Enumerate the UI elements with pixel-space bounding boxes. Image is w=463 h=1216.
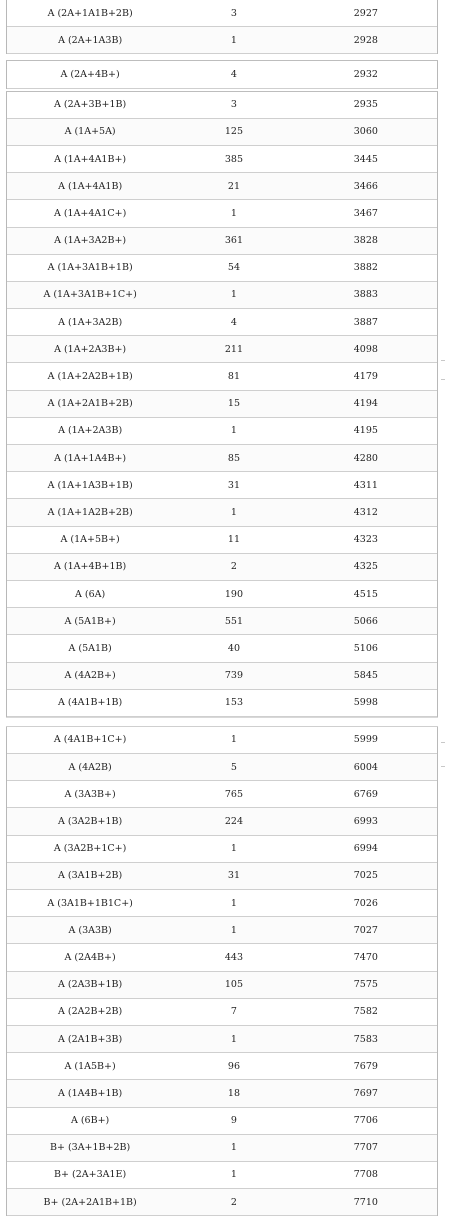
- pattern-cell: A (1A+3A2B+): [54, 235, 127, 247]
- cumulative-cell: 7679: [353, 1060, 378, 1072]
- edge-mark: [441, 360, 445, 361]
- table-section-b: [6, 61, 438, 88]
- pattern-cell: A (3A1B+1B1C+): [47, 897, 133, 909]
- count-cell: 18: [227, 1087, 240, 1099]
- count-cell: 54: [227, 262, 240, 274]
- count-cell: 443: [224, 951, 244, 963]
- count-cell: 7: [230, 1006, 237, 1018]
- table-row: [7, 527, 437, 554]
- count-cell: 1: [230, 506, 237, 518]
- table-row: [7, 635, 437, 662]
- table-row: [7, 418, 437, 445]
- table-row: [7, 61, 437, 88]
- count-cell: 5: [230, 761, 237, 773]
- cumulative-cell: 4515: [353, 588, 378, 600]
- table-row: [7, 554, 437, 581]
- table-section-a: [6, 0, 438, 54]
- cumulative-cell: 3060: [353, 126, 378, 138]
- cumulative-cell: 7575: [353, 979, 378, 991]
- cumulative-cell: 4195: [353, 425, 378, 437]
- count-cell: 1: [230, 1033, 237, 1045]
- table-row: [7, 727, 437, 754]
- pattern-cell: A (4A2B+): [64, 670, 116, 682]
- table-row: [7, 781, 437, 808]
- cumulative-cell: 4323: [353, 534, 378, 546]
- cumulative-cell: 3887: [353, 316, 378, 328]
- count-cell: 21: [227, 180, 240, 192]
- table-row: [7, 391, 437, 418]
- count-cell: 85: [227, 452, 240, 464]
- count-cell: 1: [230, 425, 237, 437]
- count-cell: 1: [230, 843, 237, 855]
- count-cell: 125: [224, 126, 244, 138]
- pattern-cell: A (4A1B+1C+): [53, 734, 127, 746]
- pattern-cell: A (1A+1A4B+): [54, 452, 127, 464]
- count-cell: 224: [224, 816, 244, 828]
- cumulative-cell: 5845: [353, 670, 378, 682]
- table-row: [7, 999, 437, 1026]
- cumulative-cell: 3445: [353, 153, 378, 165]
- count-cell: 361: [224, 235, 244, 247]
- count-cell: 1: [230, 1169, 237, 1181]
- cumulative-cell: 5106: [353, 642, 378, 654]
- cumulative-cell: 2932: [353, 68, 378, 80]
- table-row: [7, 663, 437, 690]
- cumulative-cell: 7025: [353, 870, 378, 882]
- table-row: [7, 808, 437, 835]
- count-cell: 4: [230, 316, 237, 328]
- table-row: [7, 690, 437, 717]
- pattern-cell: B+ (2A+3A1E): [54, 1169, 127, 1181]
- count-cell: 211: [224, 343, 244, 355]
- cumulative-cell: 4194: [353, 398, 378, 410]
- pattern-cell: A (2A+4B+): [60, 68, 120, 80]
- cumulative-cell: 7706: [353, 1115, 378, 1127]
- table-row: [7, 1053, 437, 1080]
- pattern-cell: A (1A+3A1B+1C+): [43, 289, 137, 301]
- table-row: [7, 173, 437, 200]
- count-cell: 551: [224, 615, 244, 627]
- pattern-cell: B+ (2A+2A1B+1B): [43, 1196, 137, 1208]
- pattern-cell: A (1A+3A1B+1B): [47, 262, 133, 274]
- count-cell: 1: [230, 924, 237, 936]
- count-cell: 96: [227, 1060, 240, 1072]
- table-row: [7, 472, 437, 499]
- pattern-cell: A (1A4B+1B): [58, 1087, 123, 1099]
- pattern-cell: A (1A+2A3B): [58, 425, 123, 437]
- cumulative-cell: 3828: [353, 235, 378, 247]
- pattern-cell: A (1A+2A2B+1B): [47, 371, 133, 383]
- table-row: [7, 917, 437, 944]
- table: [6, 0, 438, 1216]
- pattern-cell: A (2A3B+1B): [58, 979, 123, 991]
- cumulative-cell: 4098: [353, 343, 378, 355]
- cumulative-cell: 6004: [353, 761, 378, 773]
- count-cell: 3: [230, 99, 237, 111]
- pattern-cell: A (6A): [75, 588, 106, 600]
- pattern-cell: A (3A3B+): [64, 788, 116, 800]
- table-row: [7, 146, 437, 173]
- count-cell: 1: [230, 1142, 237, 1154]
- pattern-cell: A (1A+4A1C+): [53, 207, 127, 219]
- cumulative-cell: 7027: [353, 924, 378, 936]
- section-divider: [6, 54, 438, 61]
- cumulative-cell: 3466: [353, 180, 378, 192]
- pattern-cell: A (5A1B+): [64, 615, 116, 627]
- count-cell: 385: [224, 153, 244, 165]
- pattern-cell: A (1A+1A3B+1B): [47, 479, 133, 491]
- count-cell: 3: [230, 7, 237, 19]
- table-row: [7, 309, 437, 336]
- pattern-cell: A (3A2B+1C+): [53, 843, 127, 855]
- count-cell: 1: [230, 289, 237, 301]
- cumulative-cell: 7026: [353, 897, 378, 909]
- table-row: [7, 972, 437, 999]
- pattern-cell: A (1A+4A1B+): [54, 153, 127, 165]
- cumulative-cell: 5998: [353, 697, 378, 709]
- count-cell: 2: [230, 1196, 237, 1208]
- count-cell: 1: [230, 207, 237, 219]
- count-cell: 40: [227, 642, 240, 654]
- cumulative-cell: 6993: [353, 816, 378, 828]
- table-row: [7, 445, 437, 472]
- table-row: [7, 944, 437, 971]
- cumulative-cell: 6994: [353, 843, 378, 855]
- pattern-cell: A (1A+2A3B+): [54, 343, 127, 355]
- pattern-cell: A (1A5B+): [64, 1060, 116, 1072]
- table-row: [7, 1162, 437, 1189]
- table-row: [7, 890, 437, 917]
- cumulative-cell: 7470: [353, 951, 378, 963]
- count-cell: 15: [227, 398, 240, 410]
- pattern-cell: A (2A+3B+1B): [54, 99, 127, 111]
- cumulative-cell: 2928: [353, 34, 378, 46]
- table-row: [7, 754, 437, 781]
- count-cell: 153: [224, 697, 244, 709]
- pattern-cell: A (4A1B+1B): [58, 697, 123, 709]
- table-row: [7, 1135, 437, 1162]
- pattern-cell: A (1A+2A1B+2B): [47, 398, 133, 410]
- table-row: [7, 92, 437, 119]
- edge-mark: [441, 766, 445, 767]
- table-row: [7, 581, 437, 608]
- edge-mark: [441, 742, 445, 743]
- table-row: [7, 363, 437, 390]
- table-row: [7, 836, 437, 863]
- section-divider: [6, 717, 438, 727]
- cumulative-cell: 7708: [353, 1169, 378, 1181]
- edge-mark: [441, 379, 445, 380]
- table-row: [7, 608, 437, 635]
- count-cell: 81: [227, 371, 240, 383]
- cumulative-cell: 4325: [353, 561, 378, 573]
- count-cell: 2: [230, 561, 237, 573]
- table-row: [7, 1189, 437, 1216]
- count-cell: 4: [230, 68, 237, 80]
- pattern-cell: A (6B+): [70, 1115, 110, 1127]
- pattern-cell: A (1A+5A): [64, 126, 116, 138]
- table-row: [7, 1026, 437, 1053]
- cumulative-cell: 3467: [353, 207, 378, 219]
- cumulative-cell: 2927: [353, 7, 378, 19]
- table-row: [7, 119, 437, 146]
- cumulative-cell: 5999: [353, 734, 378, 746]
- count-cell: 1: [230, 734, 237, 746]
- table-row: [7, 499, 437, 526]
- pattern-cell: A (2A+1A1B+2B): [47, 7, 133, 19]
- pattern-cell: A (1A+4A1B): [58, 180, 123, 192]
- pattern-cell: A (2A4B+): [64, 951, 116, 963]
- count-cell: 739: [224, 670, 244, 682]
- count-cell: 9: [230, 1115, 237, 1127]
- count-cell: 190: [224, 588, 244, 600]
- cumulative-cell: 3882: [353, 262, 378, 274]
- cumulative-cell: 4311: [353, 479, 378, 491]
- table-section-c: [6, 92, 438, 717]
- count-cell: 11: [227, 534, 240, 546]
- count-cell: 765: [224, 788, 244, 800]
- table-section-d: [6, 727, 438, 1216]
- pattern-cell: A (2A2B+2B): [58, 1006, 123, 1018]
- count-cell: 105: [224, 979, 244, 991]
- pattern-cell: A (3A2B+1B): [58, 816, 123, 828]
- table-row: [7, 200, 437, 227]
- pattern-cell: A (2A1B+3B): [58, 1033, 123, 1045]
- cumulative-cell: 5066: [353, 615, 378, 627]
- cumulative-cell: 7582: [353, 1006, 378, 1018]
- cumulative-cell: 2935: [353, 99, 378, 111]
- count-cell: 1: [230, 34, 237, 46]
- cumulative-cell: 4312: [353, 506, 378, 518]
- pattern-cell: B+ (3A+1B+2B): [49, 1142, 131, 1154]
- pattern-cell: A (4A2B): [68, 761, 112, 773]
- pattern-cell: A (3A1B+2B): [58, 870, 123, 882]
- pattern-cell: A (1A+4B+1B): [54, 561, 127, 573]
- table-row: [7, 1108, 437, 1135]
- pattern-cell: A (1A+1A2B+2B): [47, 506, 133, 518]
- table-row: [7, 863, 437, 890]
- cumulative-cell: 6769: [353, 788, 378, 800]
- cumulative-cell: 3883: [353, 289, 378, 301]
- cumulative-cell: 4179: [353, 371, 378, 383]
- pattern-cell: A (1A+3A2B): [58, 316, 123, 328]
- pattern-cell: A (2A+1A3B): [58, 34, 123, 46]
- table-row: [7, 282, 437, 309]
- table-row: [7, 228, 437, 255]
- table-row: [7, 0, 437, 27]
- cumulative-cell: 4280: [353, 452, 378, 464]
- table-row: [7, 1080, 437, 1107]
- cumulative-cell: 7697: [353, 1087, 378, 1099]
- table-row: [7, 255, 437, 282]
- pattern-cell: A (3A3B): [68, 924, 112, 936]
- cumulative-cell: 7583: [353, 1033, 378, 1045]
- cumulative-cell: 7710: [353, 1196, 378, 1208]
- count-cell: 31: [227, 479, 240, 491]
- pattern-cell: A (1A+5B+): [60, 534, 120, 546]
- count-cell: 1: [230, 897, 237, 909]
- count-cell: 31: [227, 870, 240, 882]
- pattern-cell: A (5A1B): [68, 642, 112, 654]
- table-row: [7, 27, 437, 54]
- table-row: [7, 336, 437, 363]
- cumulative-cell: 7707: [353, 1142, 378, 1154]
